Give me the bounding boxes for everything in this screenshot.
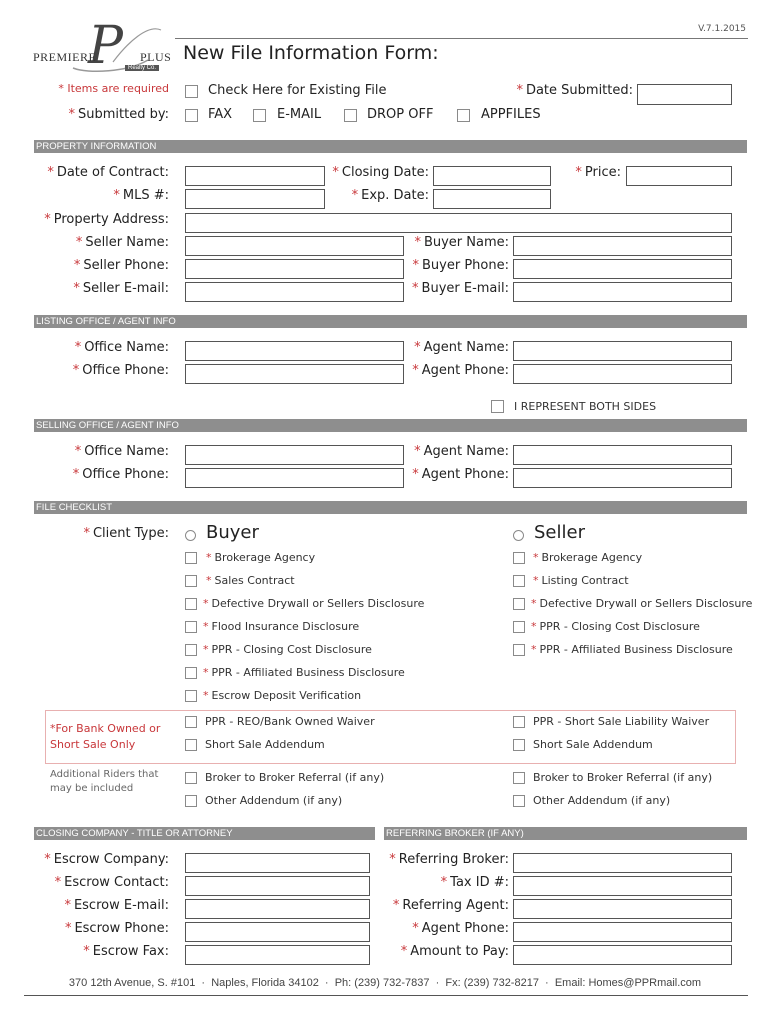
exp-date-label: * Exp. Date:	[351, 188, 429, 203]
seller-listing-contract-label: * Listing Contract	[533, 574, 629, 587]
fax-checkbox[interactable]	[185, 109, 198, 122]
selling-agent-phone-field[interactable]	[513, 468, 732, 488]
section-selling: SELLING OFFICE / AGENT INFO	[34, 419, 747, 432]
riders-note: Additional Riders that may be included	[50, 769, 159, 794]
referring-agent-phone-field[interactable]	[513, 922, 732, 942]
buyer-short-sale-addendum-label: Short Sale Addendum	[205, 738, 325, 751]
seller-affiliated-business-checkbox[interactable]	[513, 644, 525, 656]
seller-other-addendum-checkbox[interactable]	[513, 795, 525, 807]
header-rule	[175, 38, 748, 39]
seller-short-sale-waiver-checkbox[interactable]	[513, 716, 525, 728]
seller-closing-cost-label: * PPR - Closing Cost Disclosure	[531, 620, 700, 633]
selling-office-name-label: * Office Name:	[74, 444, 169, 459]
escrow-fax-field[interactable]	[185, 945, 370, 965]
escrow-contact-field[interactable]	[185, 876, 370, 896]
selling-office-phone-label: * Office Phone:	[72, 467, 169, 482]
client-type-seller-label: Seller	[534, 522, 585, 543]
bank-owned-note: *For Bank Owned or Short Sale Only	[50, 722, 161, 751]
seller-short-sale-addendum-checkbox[interactable]	[513, 739, 525, 751]
required-note	[58, 82, 169, 95]
submitted-by-label: * Submitted by:	[68, 107, 169, 122]
buyer-email-field[interactable]	[513, 282, 732, 302]
buyer-reo-waiver-checkbox[interactable]	[185, 716, 197, 728]
escrow-phone-label: * Escrow Phone:	[64, 921, 169, 936]
escrow-phone-field[interactable]	[185, 922, 370, 942]
price-label: * Price:	[575, 165, 621, 180]
client-type-seller-radio[interactable]	[513, 530, 524, 541]
buyer-other-addendum-checkbox[interactable]	[185, 795, 197, 807]
section-property: PROPERTY INFORMATION	[34, 140, 747, 153]
logo-text-right: PLUS	[140, 50, 172, 64]
referring-agent-label: * Referring Agent:	[392, 898, 509, 913]
appfiles-label: APPFILES	[481, 107, 541, 122]
footer-contact: 370 12th Avenue, S. #101 · Naples, Florida 34102 · Ph: (239) 732-7837 · Fx: (239) 732-8217 · Email: Homes@PPRmail.com	[68, 977, 702, 989]
required-star: *	[58, 82, 64, 95]
buyer-closing-cost-checkbox[interactable]	[185, 644, 197, 656]
buyer-sales-contract-checkbox[interactable]	[185, 575, 197, 587]
seller-brokerage-agency-label: * Brokerage Agency	[533, 551, 643, 564]
seller-broker-referral-checkbox[interactable]	[513, 772, 525, 784]
exp-date-field[interactable]	[433, 189, 551, 209]
buyer-name-label: * Buyer Name:	[414, 235, 509, 250]
seller-drywall-disclosure-label: * Defective Drywall or Sellers Disclosure	[531, 597, 753, 610]
closing-date-field[interactable]	[433, 166, 551, 186]
referring-broker-label: * Referring Broker:	[389, 852, 509, 867]
referring-broker-field[interactable]	[513, 853, 732, 873]
section-checklist: FILE CHECKLIST	[34, 501, 747, 514]
referring-agent-field[interactable]	[513, 899, 732, 919]
appfiles-checkbox[interactable]	[457, 109, 470, 122]
seller-closing-cost-checkbox[interactable]	[513, 621, 525, 633]
escrow-email-label: * Escrow E-mail:	[64, 898, 169, 913]
buyer-flood-disclosure-label: * Flood Insurance Disclosure	[203, 620, 360, 633]
fax-label: FAX	[208, 107, 233, 122]
price-field[interactable]	[626, 166, 732, 186]
seller-name-field[interactable]	[185, 236, 404, 256]
date-submitted-field[interactable]	[637, 84, 732, 105]
seller-brokerage-agency-checkbox[interactable]	[513, 552, 525, 564]
represent-both-label: I REPRESENT BOTH SIDES	[514, 400, 657, 413]
required-text: Items are required	[67, 82, 169, 95]
escrow-email-field[interactable]	[185, 899, 370, 919]
seller-short-sale-addendum-label: Short Sale Addendum	[533, 738, 653, 751]
section-listing: LISTING OFFICE / AGENT INFO	[34, 315, 747, 328]
represent-both-checkbox[interactable]	[491, 400, 504, 413]
property-address-label: * Property Address:	[44, 212, 169, 227]
version-label: V.7.1.2015	[698, 24, 746, 34]
buyer-drywall-disclosure-checkbox[interactable]	[185, 598, 197, 610]
buyer-affiliated-business-checkbox[interactable]	[185, 667, 197, 679]
seller-broker-referral-label: Broker to Broker Referral (if any)	[533, 771, 713, 784]
listing-office-name-label: * Office Name:	[74, 340, 169, 355]
drop-off-label: DROP OFF	[367, 107, 434, 122]
buyer-escrow-deposit-label: * Escrow Deposit Verification	[203, 689, 362, 702]
client-type-label: * Client Type:	[83, 526, 169, 541]
escrow-company-label: * Escrow Company:	[44, 852, 169, 867]
listing-agent-name-field[interactable]	[513, 341, 732, 361]
amount-to-pay-label: * Amount to Pay:	[400, 944, 509, 959]
property-address-field[interactable]	[185, 213, 732, 233]
selling-agent-name-field[interactable]	[513, 445, 732, 465]
buyer-sales-contract-label: * Sales Contract	[206, 574, 295, 587]
buyer-affiliated-business-label: * PPR - Affiliated Business Disclosure	[203, 666, 405, 679]
seller-short-sale-waiver-label: PPR - Short Sale Liability Waiver	[533, 715, 710, 728]
mls-field[interactable]	[185, 189, 325, 209]
escrow-fax-label: * Escrow Fax:	[83, 944, 169, 959]
listing-agent-phone-label: * Agent Phone:	[412, 363, 509, 378]
buyer-brokerage-agency-label: * Brokerage Agency	[206, 551, 316, 564]
selling-office-name-field[interactable]	[185, 445, 404, 465]
buyer-flood-disclosure-checkbox[interactable]	[185, 621, 197, 633]
email-label: E-MAIL	[277, 107, 322, 122]
logo-subtext: Realty Co.	[125, 65, 159, 71]
seller-other-addendum-label: Other Addendum (if any)	[533, 794, 671, 807]
footer-rule	[24, 995, 748, 996]
buyer-other-addendum-label: Other Addendum (if any)	[205, 794, 343, 807]
escrow-company-field[interactable]	[185, 853, 370, 873]
date-of-contract-field[interactable]	[185, 166, 325, 186]
referring-agent-phone-label: * Agent Phone:	[412, 921, 509, 936]
buyer-reo-waiver-label: PPR - REO/Bank Owned Waiver	[205, 715, 375, 728]
buyer-phone-label: * Buyer Phone:	[412, 258, 509, 273]
listing-agent-phone-field[interactable]	[513, 364, 732, 384]
tax-id-label: * Tax ID #:	[440, 875, 509, 890]
client-type-buyer-label: Buyer	[206, 522, 259, 543]
listing-agent-name-label: * Agent Name:	[414, 340, 509, 355]
existing-file-checkbox[interactable]	[185, 85, 198, 98]
buyer-broker-referral-label: Broker to Broker Referral (if any)	[205, 771, 385, 784]
date-of-contract-label: * Date of Contract:	[47, 165, 169, 180]
date-submitted-label: * Date Submitted:	[516, 83, 633, 98]
selling-agent-phone-label: * Agent Phone:	[412, 467, 509, 482]
seller-email-label: * Seller E-mail:	[73, 281, 169, 296]
closing-date-label: * Closing Date:	[332, 165, 429, 180]
buyer-drywall-disclosure-label: * Defective Drywall or Sellers Disclosure	[203, 597, 425, 610]
seller-listing-contract-checkbox[interactable]	[513, 575, 525, 587]
company-logo	[33, 16, 173, 80]
buyer-brokerage-agency-checkbox[interactable]	[185, 552, 197, 564]
listing-office-name-field[interactable]	[185, 341, 404, 361]
selling-office-phone-field[interactable]	[185, 468, 404, 488]
selling-agent-name-label: * Agent Name:	[414, 444, 509, 459]
tax-id-field[interactable]	[513, 876, 732, 896]
listing-office-phone-label: * Office Phone:	[72, 363, 169, 378]
seller-phone-label: * Seller Phone:	[73, 258, 169, 273]
form-title: New File Information Form:	[183, 42, 439, 64]
seller-name-label: * Seller Name:	[75, 235, 169, 250]
email-checkbox[interactable]	[253, 109, 266, 122]
listing-office-phone-field[interactable]	[185, 364, 404, 384]
amount-to-pay-field[interactable]	[513, 945, 732, 965]
buyer-escrow-deposit-checkbox[interactable]	[185, 690, 197, 702]
client-type-buyer-radio[interactable]	[185, 530, 196, 541]
seller-drywall-disclosure-checkbox[interactable]	[513, 598, 525, 610]
drop-off-checkbox[interactable]	[344, 109, 357, 122]
seller-email-field[interactable]	[185, 282, 404, 302]
seller-phone-field[interactable]	[185, 259, 404, 279]
buyer-name-field[interactable]	[513, 236, 732, 256]
buyer-email-label: * Buyer E-mail:	[412, 281, 509, 296]
mls-label: * MLS #:	[113, 188, 169, 203]
buyer-broker-referral-checkbox[interactable]	[185, 772, 197, 784]
logo-text-left: PREMIERE	[33, 50, 97, 64]
section-closing: CLOSING COMPANY - TITLE OR ATTORNEY	[34, 827, 375, 840]
logo-letter: P	[88, 16, 123, 76]
buyer-short-sale-addendum-checkbox[interactable]	[185, 739, 197, 751]
section-referring: REFERRING BROKER (IF ANY)	[384, 827, 747, 840]
escrow-contact-label: * Escrow Contact:	[54, 875, 169, 890]
buyer-closing-cost-label: * PPR - Closing Cost Disclosure	[203, 643, 372, 656]
existing-file-label: Check Here for Existing File	[208, 83, 387, 98]
buyer-phone-field[interactable]	[513, 259, 732, 279]
seller-affiliated-business-label: * PPR - Affiliated Business Disclosure	[531, 643, 733, 656]
